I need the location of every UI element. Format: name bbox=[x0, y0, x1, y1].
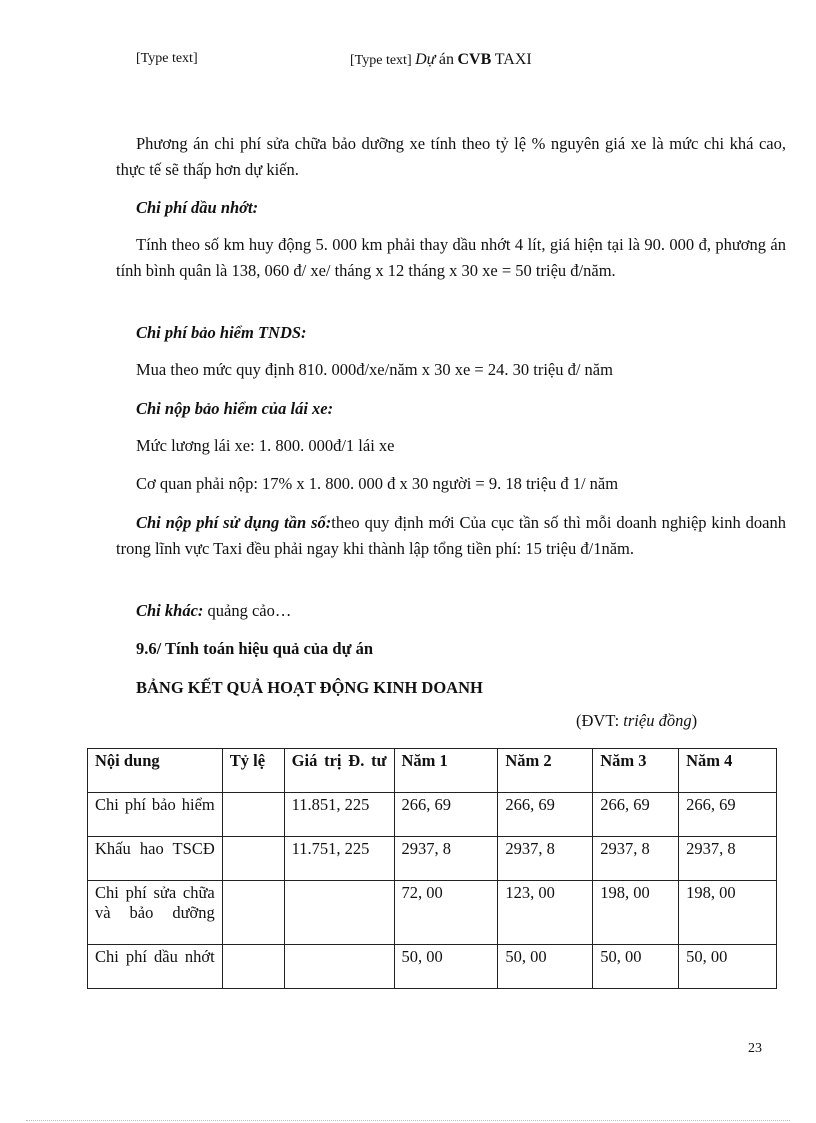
table-cell: 2937, 8 bbox=[593, 837, 679, 881]
table-row bbox=[88, 945, 777, 989]
paragraph-oil-cost: Tính theo số km huy động 5. 000 km phải thay dầu nhớt 4 lít, giá hiện tại là 90. 000 đ, phương án tính bình quân là 138, 060 đ/ xe/ tháng x 12 tháng x 30 xe = 50 triệu đ/năm. bbox=[116, 235, 786, 280]
header-left-placeholder: [Type text] bbox=[136, 51, 198, 66]
table-cell: 123, 00 bbox=[498, 881, 593, 945]
table-header-cell: Năm 3 bbox=[593, 749, 679, 793]
table-row bbox=[88, 793, 777, 837]
header-right bbox=[350, 51, 532, 69]
heading-other: Chi khác: bbox=[136, 601, 204, 620]
unit-prefix: (ĐVT: bbox=[576, 711, 624, 730]
table-cell: Chi phí dầu nhớt bbox=[88, 945, 223, 989]
heading-insurance: Chi phí bảo hiểm TNDS: bbox=[136, 323, 307, 342]
table-cell: 266, 69 bbox=[394, 793, 498, 837]
header-project-tail: TAXI bbox=[494, 51, 532, 68]
table-cell bbox=[222, 945, 284, 989]
table-cell: 266, 69 bbox=[498, 793, 593, 837]
table-cell: 198, 00 bbox=[679, 881, 777, 945]
paragraph-frequency bbox=[116, 510, 786, 562]
unit-value: triệu đồng bbox=[623, 711, 692, 730]
paragraph-other bbox=[116, 598, 806, 624]
paragraph-insurance: Mua theo mức quy định 810. 000đ/xe/năm x 30 xe = 24. 30 triệu đ/ năm bbox=[136, 360, 613, 379]
table-cell: 50, 00 bbox=[593, 945, 679, 989]
page-bottom-divider bbox=[26, 1120, 790, 1121]
other-text: quảng cảo… bbox=[203, 601, 292, 620]
table-header-row bbox=[88, 749, 777, 793]
header-project-name: CVB bbox=[457, 51, 492, 68]
table-cell: 50, 00 bbox=[498, 945, 593, 989]
header-project-word: Dự bbox=[415, 51, 436, 68]
table-cell: 50, 00 bbox=[679, 945, 777, 989]
table-cell bbox=[284, 945, 394, 989]
heading-frequency: Chi nộp phí sử dụng tần số: bbox=[136, 513, 332, 532]
table-cell: 266, 69 bbox=[679, 793, 777, 837]
table-header-cell: Nội dung bbox=[88, 749, 223, 793]
heading-oil-cost: Chi phí dầu nhớt: bbox=[136, 198, 259, 217]
table-cell: 11.851, 225 bbox=[284, 793, 394, 837]
table-header-cell: Năm 4 bbox=[679, 749, 777, 793]
page-number: 23 bbox=[748, 1041, 762, 1056]
table-row bbox=[88, 881, 777, 945]
table-cell bbox=[222, 881, 284, 945]
table-header-cell: Năm 1 bbox=[394, 749, 498, 793]
table-cell: Khấu hao TSCĐ bbox=[88, 837, 223, 881]
table-header-cell: Giá trị Đ. tư bbox=[284, 749, 394, 793]
unit-suffix: ) bbox=[691, 711, 698, 730]
table-cell: 198, 00 bbox=[593, 881, 679, 945]
header-project-word2: án bbox=[438, 51, 454, 68]
table-cell bbox=[222, 793, 284, 837]
heading-driver-insurance: Chi nộp bảo hiểm của lái xe: bbox=[136, 399, 334, 418]
table-cell bbox=[284, 881, 394, 945]
table-header-cell: Tỷ lệ bbox=[222, 749, 284, 793]
table-header-cell: Năm 2 bbox=[498, 749, 593, 793]
table-cell: 2937, 8 bbox=[498, 837, 593, 881]
table-cell: 72, 00 bbox=[394, 881, 498, 945]
header-right-placeholder: [Type text] bbox=[350, 53, 412, 68]
paragraph-maintenance: Phương án chi phí sửa chữa bảo dưỡng xe tính theo tỷ lệ % nguyên giá xe là mức chi khá cao, thực tế sẽ thấp hơn dự kiến. bbox=[116, 134, 786, 179]
table-title: BẢNG KẾT QUẢ HOẠT ĐỘNG KINH DOANH bbox=[136, 678, 483, 697]
table-cell: 11.751, 225 bbox=[284, 837, 394, 881]
paragraph-agency-payment: Cơ quan phải nộp: 17% x 1. 800. 000 đ x 30 người = 9. 18 triệu đ 1/ năm bbox=[136, 474, 619, 493]
table-row bbox=[88, 837, 777, 881]
business-results-table bbox=[87, 748, 777, 989]
table-cell: Chi phí bảo hiểm bbox=[88, 793, 223, 837]
table-cell: Chi phí sửa chữa và bảo dưỡng bbox=[88, 881, 223, 945]
unit-note bbox=[576, 711, 697, 731]
table-cell: 2937, 8 bbox=[394, 837, 498, 881]
section-heading: 9.6/ Tính toán hiệu quả của dự án bbox=[136, 639, 374, 658]
frequency-text: theo quy định mới Của cục tần số thì mỗi doanh nghiệp kinh doanh trong lĩnh vực Taxi đều phải ngay khi thành lập tổng tiền phí: 15 triệu đ/1năm. bbox=[116, 513, 786, 558]
table-cell: 266, 69 bbox=[593, 793, 679, 837]
paragraph-driver-salary: Mức lương lái xe: 1. 800. 000đ/1 lái xe bbox=[136, 436, 395, 455]
table-cell bbox=[222, 837, 284, 881]
table-cell: 2937, 8 bbox=[679, 837, 777, 881]
table-cell: 50, 00 bbox=[394, 945, 498, 989]
